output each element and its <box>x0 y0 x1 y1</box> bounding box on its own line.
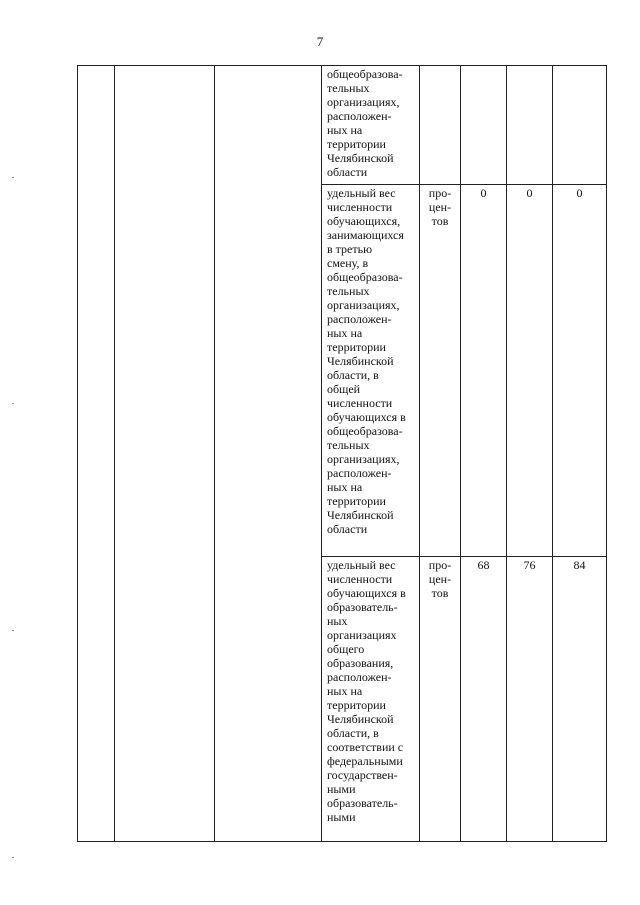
value-cell-year-2: 76 <box>507 557 553 842</box>
table-row <box>78 66 607 185</box>
indicator-cell: общеобразова- тельных организациях, расположен- ных на территории Челябинской области <box>322 66 420 185</box>
scan-mark <box>12 857 14 858</box>
value-cell-year-3: 84 <box>553 557 607 842</box>
indicator-cell: удельный вес численности обучающихся в образователь- ных организациях общего образования, расположен- ных на территории Челябинской области, в соответствии с федеральными государствен- ными образователь- ными <box>322 557 420 842</box>
indicator-cell: удельный вес численности обучающихся, занимающихся в третью смену, в общеобразова- тельных организациях, расположен- ных на территории Челябинской области, в общей численности обучающихся в общеобразова- тельных организациях, расположен- ных на территории Челябинской области <box>322 185 420 557</box>
scan-mark <box>12 630 14 631</box>
task-cell <box>215 66 322 842</box>
unit-cell: про- цен- тов <box>420 185 461 557</box>
scan-mark <box>12 403 14 404</box>
value-cell-year-1 <box>461 66 507 185</box>
value-cell-year-2: 0 <box>507 185 553 557</box>
scan-mark <box>12 177 14 178</box>
indicators-table <box>77 65 607 842</box>
number-cell <box>78 66 115 842</box>
unit-cell: про- цен- тов <box>420 557 461 842</box>
objective-cell <box>115 66 215 842</box>
page-number: 7 <box>316 34 324 49</box>
value-cell-year-2 <box>507 66 553 185</box>
value-cell-year-1: 0 <box>461 185 507 557</box>
unit-cell <box>420 66 461 185</box>
value-cell-year-3: 0 <box>553 185 607 557</box>
value-cell-year-3 <box>553 66 607 185</box>
value-cell-year-1: 68 <box>461 557 507 842</box>
